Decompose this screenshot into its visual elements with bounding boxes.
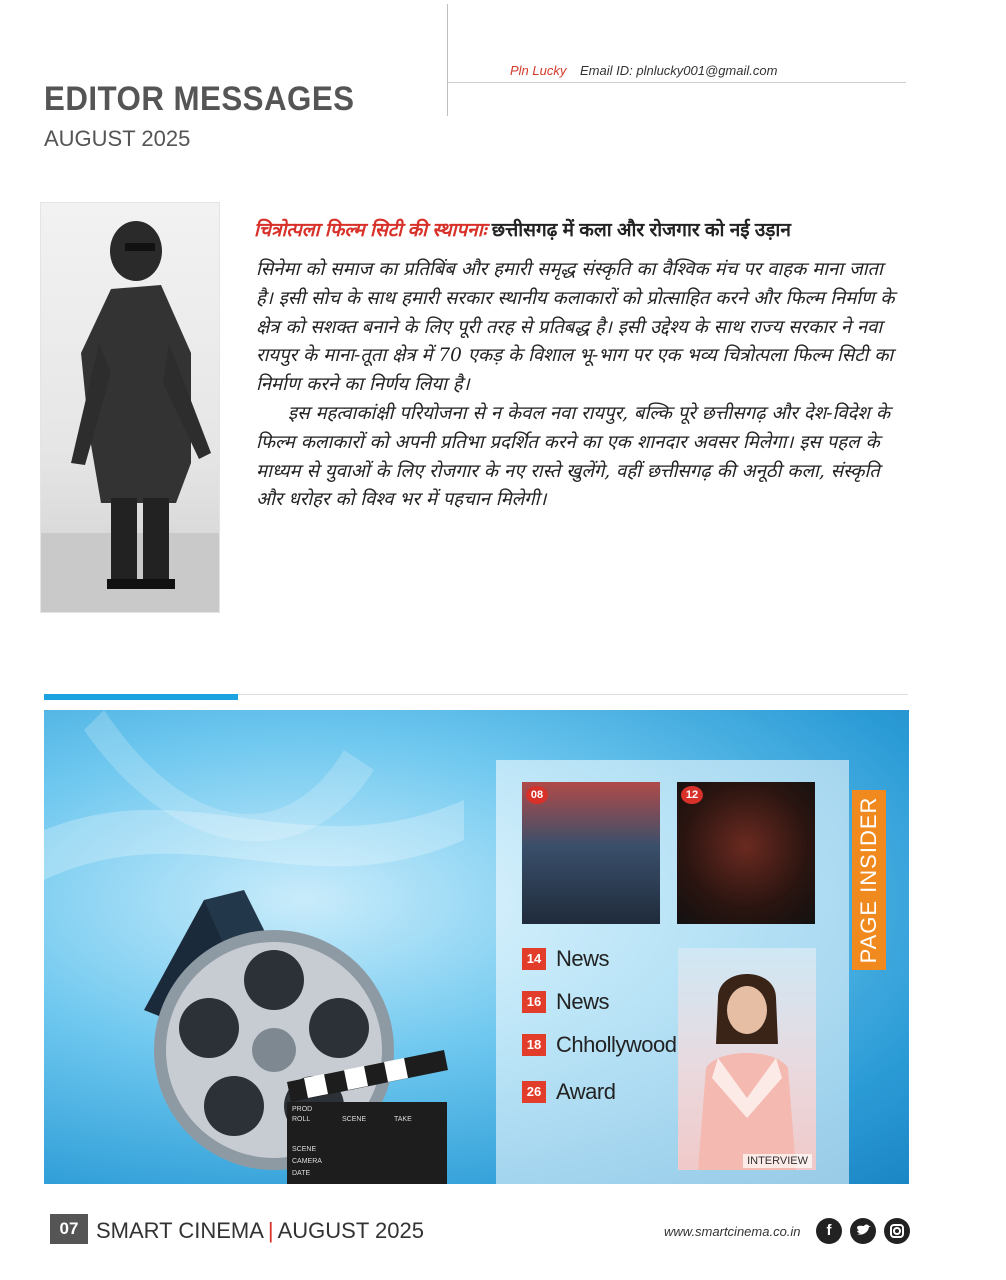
footer-website-link[interactable]: www.smartcinema.co.in	[664, 1224, 801, 1239]
interview-label: INTERVIEW	[743, 1154, 812, 1168]
article-paragraph: इस महत्वाकांक्षी परियोजना से न केवल नवा रायपुर, बल्कि पूरे छत्तीसगढ़ और देश-विदेश के फिल्म कलाकारों को अपनी प्रतिभा प्रदर्शित करने का एक शानदार अवसर मिलेगा। इस पहल के माध्यम से युवाओं के लिए रोजगार के नए रास्ते खुलेंगे, वहीं छत्तीसगढ़ की अनूठी कला, संस्कृति और धरोहर को विश्व भर में पहचान मिलेगी।	[256, 402, 891, 511]
toc-label: Award	[556, 1079, 616, 1104]
toc-label: Chhollywood	[556, 1032, 677, 1057]
clapper-scene-2: SCENE	[292, 1146, 317, 1153]
footer-issue: AUGUST 2025	[277, 1218, 424, 1243]
toc-item[interactable]	[522, 1079, 615, 1105]
toc-item[interactable]	[522, 989, 609, 1015]
article-body	[256, 256, 896, 515]
section-divider	[238, 694, 908, 695]
article-paragraph: सिनेमा को समाज का प्रतिबिंब और हमारी समृद्ध संस्कृति का वैश्विक मंच पर वाहक माना जाता है। इसी सोच के साथ हमारी सरकार स्थानीय कलाकारों को प्रोत्साहित करने और फिल्म निर्माण के क्षेत्र को सशक्त बनाने के लिए पूरी तरह से प्रतिबद्ध है। इसी उद्देश्य के साथ राज्य सरकार ने नवा रायपुर के माना-तूता क्षेत्र में 70 एकड़ के विशाल भू-भाग पर एक भव्य चित्रोत्पला फिल्म सिटी का निर्माण करने का निर्णय लिया है।	[256, 259, 895, 396]
clapper-take: TAKE	[394, 1116, 412, 1123]
thumbnail-performer[interactable]	[677, 782, 815, 924]
interview-photo[interactable]	[678, 948, 816, 1170]
section-subtitle: AUGUST 2025	[44, 126, 191, 151]
article-title	[254, 216, 894, 242]
footer-separator: |	[267, 1218, 274, 1243]
clapper-scene: SCENE	[342, 1116, 367, 1123]
article-title-rest: छत्तीसगढ़ में कला और रोजगार को नई उड़ान	[491, 220, 791, 241]
toc-page-number: 16	[522, 991, 546, 1013]
clapper-prod: PROD	[292, 1106, 313, 1113]
thumbnail-page-badge: 12	[681, 786, 703, 804]
footer-magazine	[96, 1218, 424, 1244]
interview-figure-illustration	[678, 948, 816, 1170]
thumbnail-event[interactable]	[522, 782, 660, 924]
page-insider-banner	[44, 710, 909, 1184]
thumbnail-page-badge: 08	[526, 786, 548, 804]
toc-page-number: 18	[522, 1034, 546, 1056]
clapper-date: DATE	[292, 1170, 311, 1177]
instagram-icon[interactable]	[884, 1218, 910, 1244]
footer-page-number: 07	[50, 1214, 88, 1244]
editor-figure-illustration	[41, 203, 219, 612]
toc-label: News	[556, 946, 610, 971]
facebook-icon[interactable]: f	[816, 1218, 842, 1244]
toc-item[interactable]	[522, 946, 609, 972]
page-insider-label	[852, 790, 886, 970]
header-divider-vertical	[447, 4, 448, 116]
header-divider-horizontal	[448, 82, 906, 83]
byline-name: Pln Lucky	[510, 63, 567, 78]
clapper-camera: CAMERA	[292, 1158, 322, 1165]
footer-magazine-name: SMART CINEMA	[96, 1218, 264, 1243]
clapper-roll: ROLL	[292, 1116, 311, 1123]
section-title: EDITOR MESSAGES	[44, 80, 355, 118]
byline-email[interactable]: Email ID: plnlucky001@gmail.com	[580, 63, 778, 78]
article-title-highlight: चित्रोत्पला फिल्म सिटी की स्थापनाः	[254, 220, 487, 241]
toc-page-number: 26	[522, 1081, 546, 1103]
toc-label: News	[556, 989, 610, 1014]
toc-item[interactable]	[522, 1032, 676, 1058]
page-insider-text: PAGE INSIDER	[856, 796, 881, 964]
byline	[510, 63, 777, 78]
editor-portrait	[40, 202, 220, 613]
twitter-icon[interactable]	[850, 1218, 876, 1244]
section-accent-bar	[44, 694, 238, 700]
toc-page-number: 14	[522, 948, 546, 970]
